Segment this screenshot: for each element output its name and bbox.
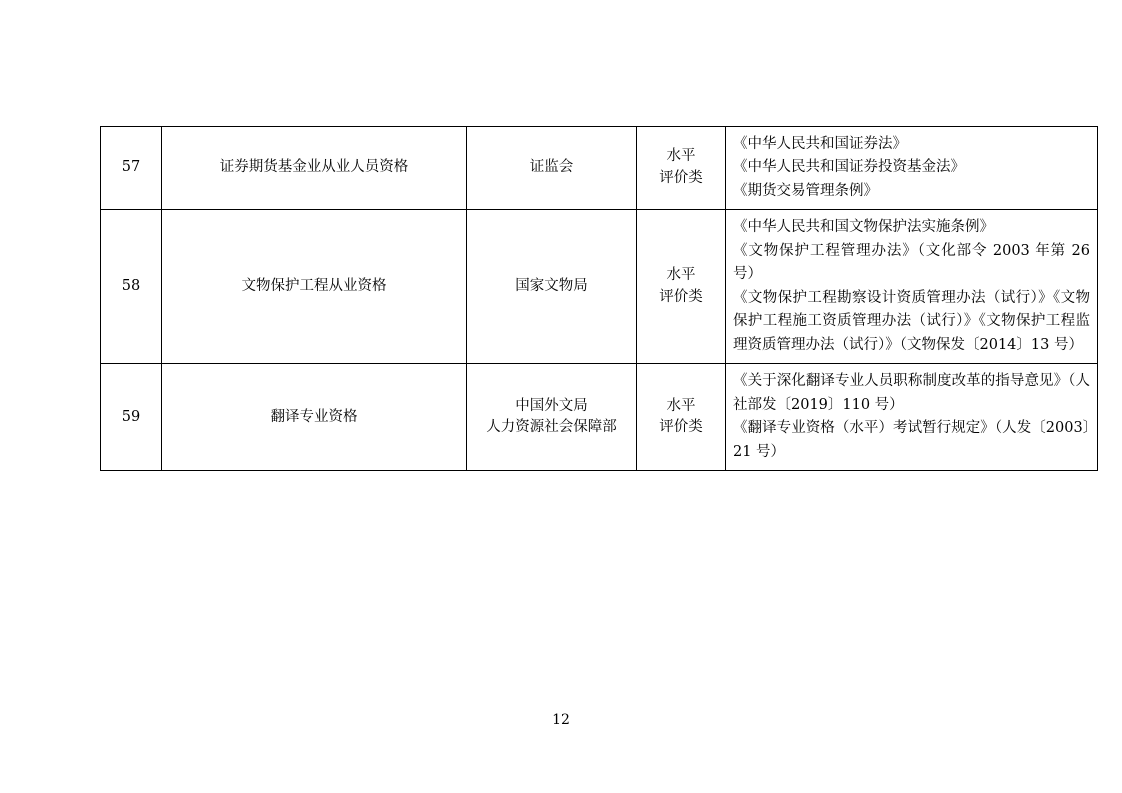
row-basis-cell: [726, 364, 1098, 471]
row-index-cell: 58: [101, 210, 162, 364]
type-line: 水平: [666, 148, 696, 165]
row-department-cell: [467, 210, 637, 364]
table-row: [101, 210, 1098, 364]
row-department-cell: [467, 127, 637, 210]
basis-line: 《关于深化翻译专业人员职称制度改革的指导意见》（人社部发〔2019〕110 号）: [733, 373, 1090, 413]
basis-line: 《中华人民共和国证券投资基金法》: [733, 159, 965, 176]
department-line: 国家文物局: [515, 278, 588, 295]
row-department-cell: [467, 364, 637, 471]
table-row: [101, 364, 1098, 471]
type-line: 水平: [666, 267, 696, 284]
department-line: 人力资源社会保障部: [486, 419, 617, 436]
basis-line: 《文物保护工程勘察设计资质管理办法（试行）》《文物保护工程施工资质管理办法（试行）》《文物保护工程监理资质管理办法（试行）》（文物保发〔2014〕13 号）: [733, 289, 1090, 353]
department-line: 证监会: [529, 159, 574, 176]
basis-line: 《中华人民共和国证券法》: [733, 136, 907, 152]
basis-line: 《翻译专业资格（水平）考试暂行规定》（人发〔2003〕21 号）: [733, 420, 1090, 460]
row-name-cell: 翻译专业资格: [162, 364, 467, 471]
row-name-cell: 证券期货基金业从业人员资格: [162, 127, 467, 210]
basis-line: 《期货交易管理条例》: [733, 182, 878, 199]
basis-line: 《文物保护工程管理办法》（文化部令 2003 年第 26 号）: [733, 242, 1090, 283]
row-basis-cell: [726, 210, 1098, 364]
type-line: 水平: [666, 397, 696, 414]
row-name-cell: 文物保护工程从业资格: [162, 210, 467, 364]
row-basis-cell: [726, 127, 1098, 210]
basis-line: 《中华人民共和国文物保护法实施条例》: [733, 219, 994, 236]
table-body: [101, 127, 1098, 471]
row-type-cell: [637, 210, 726, 364]
table-row: [101, 127, 1098, 210]
row-type-cell: [637, 364, 726, 471]
type-line: 评价类: [659, 288, 703, 305]
row-type-cell: [637, 127, 726, 210]
department-line: 中国外文局: [515, 397, 588, 414]
row-index-cell: 59: [101, 364, 162, 471]
type-line: 评价类: [659, 170, 703, 187]
qualification-table: [100, 126, 1098, 471]
type-line: 评价类: [659, 419, 703, 436]
page-number: 12: [552, 712, 570, 728]
row-index-cell: 57: [101, 127, 162, 210]
